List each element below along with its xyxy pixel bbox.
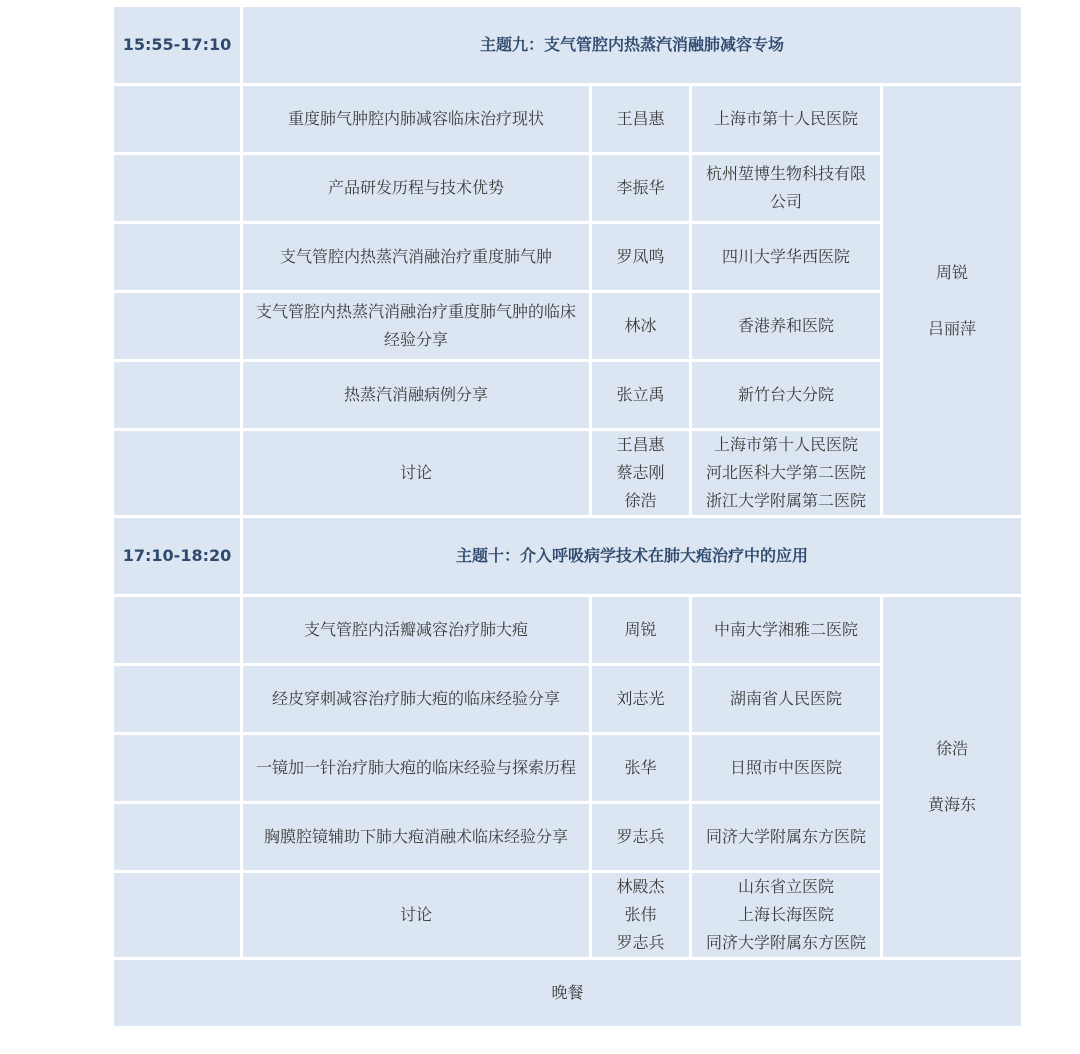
moderator-name: 黄海东: [928, 795, 977, 814]
session-time: 15:55-17:10: [114, 7, 240, 83]
session-theme: 主题九：支气管腔内热蒸汽消融肺减容专场: [243, 7, 1021, 83]
talk-title: 支气管腔内热蒸汽消融治疗重度肺气肿的临床经验分享: [243, 293, 589, 359]
discussion-institution: 同济大学附属东方医院: [705, 933, 866, 952]
talk-institution: 湖南省人民医院: [692, 666, 880, 732]
talk-speaker: 张立禹: [592, 362, 689, 428]
schedule-table: [111, 4, 1024, 1029]
moderator-name: 吕丽萍: [928, 318, 977, 338]
discussion-title: 讨论: [243, 873, 589, 957]
discussion-speakers: [592, 873, 689, 957]
time-cell-empty: [114, 873, 240, 957]
moderator-name: 徐浩: [936, 739, 969, 758]
discussion-institution: 山东省立医院: [737, 877, 834, 896]
time-cell-empty: [114, 804, 240, 870]
discussion-speaker: 林殿杰: [616, 877, 665, 896]
table-row: [114, 597, 1021, 663]
talk-institution: 四川大学华西医院: [692, 224, 880, 290]
discussion-institutions: [692, 873, 880, 957]
talk-speaker: 罗志兵: [592, 804, 689, 870]
talk-institution: 新竹台大分院: [692, 362, 880, 428]
talk-speaker: 周锐: [592, 597, 689, 663]
footer-row: [114, 960, 1021, 1026]
talk-title: 经皮穿刺减容治疗肺大疱的临床经验分享: [243, 666, 589, 732]
session-header-row: [114, 7, 1021, 83]
moderators-cell: [883, 597, 1021, 957]
discussion-speakers: [592, 431, 689, 515]
talk-institution: 上海市第十人民医院: [692, 86, 880, 152]
footer-label: 晚餐: [114, 960, 1021, 1026]
time-cell-empty: [114, 735, 240, 801]
time-cell-empty: [114, 293, 240, 359]
discussion-institution: 上海长海医院: [737, 905, 834, 924]
discussion-speaker: 张伟: [624, 905, 657, 924]
discussion-institution: 河北医科大学第二医院: [705, 463, 866, 482]
time-cell-empty: [114, 224, 240, 290]
talk-title: 产品研发历程与技术优势: [243, 155, 589, 221]
talk-institution: 日照市中医医院: [692, 735, 880, 801]
time-cell-empty: [114, 666, 240, 732]
talk-speaker: 李振华: [592, 155, 689, 221]
time-cell-empty: [114, 597, 240, 663]
moderators-cell: [883, 86, 1021, 515]
talk-title: 支气管腔内热蒸汽消融治疗重度肺气肿: [243, 224, 589, 290]
talk-institution: 同济大学附属东方医院: [692, 804, 880, 870]
moderator-name: 周锐: [936, 262, 969, 282]
talk-title: 胸膜腔镜辅助下肺大疱消融术临床经验分享: [243, 804, 589, 870]
session-theme: 主题十：介入呼吸病学技术在肺大疱治疗中的应用: [243, 518, 1021, 594]
discussion-speaker: 王昌惠: [616, 435, 665, 454]
session-header-row: [114, 518, 1021, 594]
talk-speaker: 张华: [592, 735, 689, 801]
discussion-speaker: 罗志兵: [616, 933, 665, 952]
time-cell-empty: [114, 86, 240, 152]
session-time: 17:10-18:20: [114, 518, 240, 594]
talk-speaker: 王昌惠: [592, 86, 689, 152]
talk-speaker: 罗凤鸣: [592, 224, 689, 290]
discussion-institution: 上海市第十人民医院: [713, 435, 858, 454]
discussion-speaker: 蔡志刚: [616, 463, 665, 482]
talk-institution: 中南大学湘雅二医院: [692, 597, 880, 663]
discussion-title: 讨论: [243, 431, 589, 515]
talk-institution: 香港养和医院: [692, 293, 880, 359]
discussion-institution: 浙江大学附属第二医院: [705, 491, 866, 510]
talk-title: 热蒸汽消融病例分享: [243, 362, 589, 428]
talk-speaker: 林冰: [592, 293, 689, 359]
time-cell-empty: [114, 155, 240, 221]
talk-title: 一镜加一针治疗肺大疱的临床经验与探索历程: [243, 735, 589, 801]
time-cell-empty: [114, 431, 240, 515]
talk-speaker: 刘志光: [592, 666, 689, 732]
time-cell-empty: [114, 362, 240, 428]
table-row: [114, 86, 1021, 152]
talk-institution: 杭州堃博生物科技有限公司: [692, 155, 880, 221]
discussion-institutions: [692, 431, 880, 515]
talk-title: 重度肺气肿腔内肺减容临床治疗现状: [243, 86, 589, 152]
talk-title: 支气管腔内活瓣减容治疗肺大疱: [243, 597, 589, 663]
discussion-speaker: 徐浩: [624, 491, 657, 510]
